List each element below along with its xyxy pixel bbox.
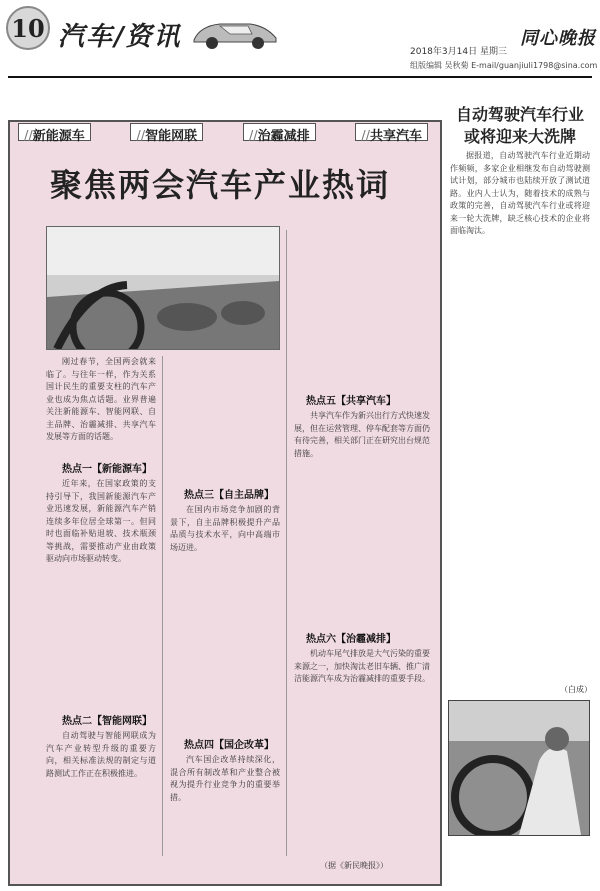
sidebar-headline-line2: 或将迎来大洗牌 bbox=[463, 127, 576, 146]
tag-emission: //治霾减排 bbox=[243, 123, 316, 141]
column-rule bbox=[162, 356, 163, 856]
tag-connected: //智能网联 bbox=[130, 123, 203, 141]
editor-line: 组版编辑 吴秋菊 E-mail/guanjiuli1798@sina.com bbox=[410, 61, 598, 70]
tag-sharing: //共享汽车 bbox=[355, 123, 428, 141]
tag-new-energy: //新能源车 bbox=[18, 123, 91, 141]
dashboard-photo bbox=[46, 226, 280, 350]
column-rule bbox=[286, 230, 287, 856]
section-text: 共享汽车作为新兴出行方式快速发展，但在运营管理、停车配套等方面仍有待完善，相关部门正在研究出台规范措施。 bbox=[294, 411, 430, 458]
tag-label: 共享汽车 bbox=[369, 129, 422, 144]
section-title: 汽车/资讯 bbox=[58, 22, 182, 52]
section-text: 汽车国企改革持续深化，混合所有制改革和产业整合被视为提升行业竞争力的重要举措。 bbox=[170, 755, 280, 802]
sidebar-headline-line1: 自动驾驶汽车行业 bbox=[455, 105, 584, 124]
section-body bbox=[294, 648, 430, 688]
header-rule bbox=[8, 76, 592, 78]
section-text: 自动驾驶与智能网联成为汽车产业转型升级的重要方向，相关标准法规的制定与道路测试工作正在积极推进。 bbox=[46, 731, 156, 778]
page-number bbox=[6, 6, 50, 50]
car-icon bbox=[190, 14, 280, 50]
section-text: 近年来，在国家政策的支持引导下，我国新能源汽车产业迅速发展，新能源汽车产销连续多年位居全球第一。但同时也面临补贴退坡、技术瓶颈等挑战，需要推动产业由政策驱动向市场驱动转变。 bbox=[46, 479, 156, 563]
sidebar-author: （白成） bbox=[560, 685, 592, 694]
sidebar-body bbox=[450, 150, 590, 240]
section-body bbox=[294, 410, 430, 462]
intro-text: 刚过春节，全国两会就来临了。与往年一样，作为关系国计民生的重要支柱的汽车产业也成为焦点话题。业界普遍关注新能源车、智能网联、自主品牌、治霾减排、共享汽车发展等方面的话题。 bbox=[46, 357, 156, 441]
page-number-text: 10 bbox=[11, 13, 45, 43]
section-body bbox=[46, 730, 156, 782]
sidebar-headline bbox=[450, 104, 590, 148]
section-body bbox=[46, 478, 156, 568]
section-text: 在国内市场竞争加剧的背景下，自主品牌积极提升产品品质与技术水平，向中高端市场迈进。 bbox=[170, 505, 280, 552]
tag-label: 治霾减排 bbox=[257, 129, 310, 144]
driver-photo bbox=[448, 700, 590, 836]
intro-paragraph bbox=[46, 356, 156, 446]
feature-source: （据《新民晚报》） bbox=[320, 861, 388, 870]
masthead-logo: 同心晚报 bbox=[520, 28, 596, 49]
tag-label: 新能源车 bbox=[32, 129, 85, 144]
section-heading: 热点一【新能源车】 bbox=[62, 464, 152, 475]
section-body bbox=[170, 504, 280, 556]
feature-tags bbox=[18, 123, 428, 144]
section-heading: 热点六【治霾减排】 bbox=[306, 634, 396, 645]
section-heading: 热点二【智能网联】 bbox=[62, 716, 152, 727]
feature-headline: 聚焦两会汽车产业热词 bbox=[49, 166, 390, 204]
section-heading: 热点四【国企改革】 bbox=[184, 740, 274, 751]
sidebar-text: 据报道，自动驾驶汽车行业近期动作频频，多家企业相继发布自动驾驶测试计划，部分城市也陆续开放了测试道路。业内人士认为，随着技术的成熟与政策的完善，自动驾驶汽车行业或将迎来一轮大洗牌，缺乏核心技术的企业将面临淘汰。 bbox=[450, 151, 590, 235]
section-text: 机动车尾气排放是大气污染的重要来源之一，加快淘汰老旧车辆、推广清洁能源汽车成为治霾减排的重要手段。 bbox=[294, 649, 430, 683]
section-heading: 热点五【共享汽车】 bbox=[306, 396, 396, 407]
section-body bbox=[170, 754, 280, 806]
section-heading: 热点三【自主品牌】 bbox=[184, 490, 274, 501]
dateline: 2018年3月14日 星期三 bbox=[410, 47, 507, 57]
tag-label: 智能网联 bbox=[145, 129, 198, 144]
